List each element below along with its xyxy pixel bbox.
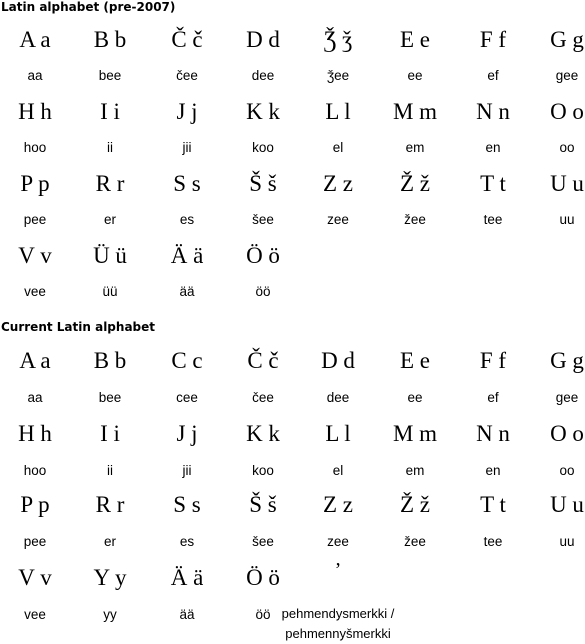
letter-name: ii (107, 463, 113, 478)
letter-pair: F f (479, 348, 507, 373)
letter-name: pee (23, 534, 47, 549)
letter-pair: Y y (93, 565, 127, 590)
letter-name: dee (251, 68, 275, 83)
letter-name: oo (559, 463, 575, 478)
letter-name: ef (487, 390, 499, 405)
letter-pair: F f (479, 27, 507, 52)
letter-name: ǯee (326, 68, 350, 83)
letter-pair: H h (18, 421, 52, 446)
letter-pair: K k (246, 99, 280, 124)
letter-pair: L l (325, 421, 351, 446)
letter-pair: Ö ö (246, 565, 280, 590)
letter-pair: Ä ä (170, 243, 204, 268)
letter-pair: M m (392, 99, 438, 124)
letter-pair: J j (176, 421, 198, 446)
letter-name: yy (103, 607, 117, 622)
letter-name: hoo (23, 140, 47, 155)
letter-pair: R r (95, 492, 125, 517)
letter-pair: G g (550, 27, 584, 52)
letter-pair: D d (321, 348, 355, 373)
letter-pair: N n (476, 99, 510, 124)
letter-name: bee (98, 390, 122, 405)
letter-name: en (485, 463, 501, 478)
letter-pair: R r (95, 171, 125, 196)
letter-name: zee (327, 534, 349, 549)
letter-pair: Ü ü (93, 243, 127, 268)
letter-name: en (485, 140, 501, 155)
letter-name: čee (176, 68, 198, 83)
letter-pair: U u (550, 492, 584, 517)
letter-name: üü (102, 284, 118, 299)
letter-pair: T t (480, 492, 506, 517)
letter-name: šee (252, 534, 274, 549)
letter-name: er (103, 212, 116, 227)
letter-pair: ’ (334, 559, 342, 581)
section-heading: Current Latin alphabet (1, 320, 156, 334)
letter-name: žee (404, 534, 426, 549)
letter-pair: H h (18, 99, 52, 124)
letter-pair: D d (246, 27, 280, 52)
letter-name: jii (182, 463, 192, 478)
letter-pair: C c (171, 348, 203, 373)
letter-name: pehmendysmerkki / pehmennyšmerkki (281, 606, 395, 641)
letter-pair: T t (480, 171, 506, 196)
letter-name: šee (252, 212, 274, 227)
letter-pair: Ž ž (399, 492, 430, 517)
letter-pair: Ä ä (170, 565, 204, 590)
letter-name: zee (327, 212, 349, 227)
letter-pair: V v (18, 565, 52, 590)
letter-name: el (332, 140, 344, 155)
letter-name: el (332, 463, 344, 478)
letter-pair: Z z (322, 171, 353, 196)
letter-name: gee (555, 390, 579, 405)
letter-name: dee (326, 390, 350, 405)
letter-pair: S s (173, 492, 201, 517)
letter-name: ef (487, 68, 499, 83)
letter-name: gee (555, 68, 579, 83)
letter-pair: B b (93, 27, 127, 52)
letter-name: uu (559, 212, 575, 227)
letter-name: ää (179, 607, 195, 622)
letter-pair: Č č (247, 348, 279, 373)
letter-pair: O o (550, 421, 584, 446)
letter-name: vee (24, 607, 46, 622)
letter-name: tee (483, 534, 503, 549)
letter-name: uu (559, 534, 575, 549)
letter-pair: M m (392, 421, 438, 446)
letter-name: jii (182, 140, 192, 155)
letter-pair: E e (399, 348, 430, 373)
letter-pair: Ž ž (399, 171, 430, 196)
letter-pair: V v (18, 243, 52, 268)
letter-name: em (405, 463, 425, 478)
letter-name: bee (98, 68, 122, 83)
letter-name: es (179, 534, 195, 549)
letter-pair: G g (550, 348, 584, 373)
letter-name: ää (179, 284, 195, 299)
letter-name: koo (252, 140, 274, 155)
letter-name: em (405, 140, 425, 155)
letter-pair: E e (399, 27, 430, 52)
letter-name: žee (404, 212, 426, 227)
letter-name: tee (483, 212, 503, 227)
letter-name: cee (176, 390, 198, 405)
letter-pair: K k (246, 421, 280, 446)
letter-pair: A a (19, 348, 51, 373)
letter-pair: Z z (322, 492, 353, 517)
letter-name: aa (27, 68, 43, 83)
letter-pair: P p (20, 492, 50, 517)
letter-name: öö (255, 607, 271, 622)
letter-name: ee (407, 68, 423, 83)
letter-name: hoo (23, 463, 47, 478)
section-heading: Latin alphabet (pre-2007) (1, 0, 176, 14)
letter-pair: J j (176, 99, 198, 124)
letter-pair: Š š (249, 492, 277, 517)
letter-pair: S s (173, 171, 201, 196)
letter-pair: L l (325, 99, 351, 124)
letter-pair: P p (20, 171, 50, 196)
letter-pair: N n (476, 421, 510, 446)
letter-pair: Š š (249, 171, 277, 196)
letter-name: ee (407, 390, 423, 405)
letter-name: öö (255, 284, 271, 299)
letter-pair: Ö ö (246, 243, 280, 268)
letter-name: vee (24, 284, 46, 299)
letter-pair: I i (100, 99, 120, 124)
letter-pair: B b (93, 348, 127, 373)
letter-pair: Ǯ ǯ (323, 27, 353, 52)
letter-name: oo (559, 140, 575, 155)
letter-pair: U u (550, 171, 584, 196)
letter-name: es (179, 212, 195, 227)
letter-name: aa (27, 390, 43, 405)
letter-name: pee (23, 212, 47, 227)
letter-name: čee (252, 390, 274, 405)
letter-name: er (103, 534, 116, 549)
letter-pair: Č č (171, 27, 203, 52)
letter-name: koo (252, 463, 274, 478)
letter-pair: O o (550, 99, 584, 124)
letter-pair: I i (100, 421, 120, 446)
letter-name: ii (107, 140, 113, 155)
letter-pair: A a (19, 27, 51, 52)
